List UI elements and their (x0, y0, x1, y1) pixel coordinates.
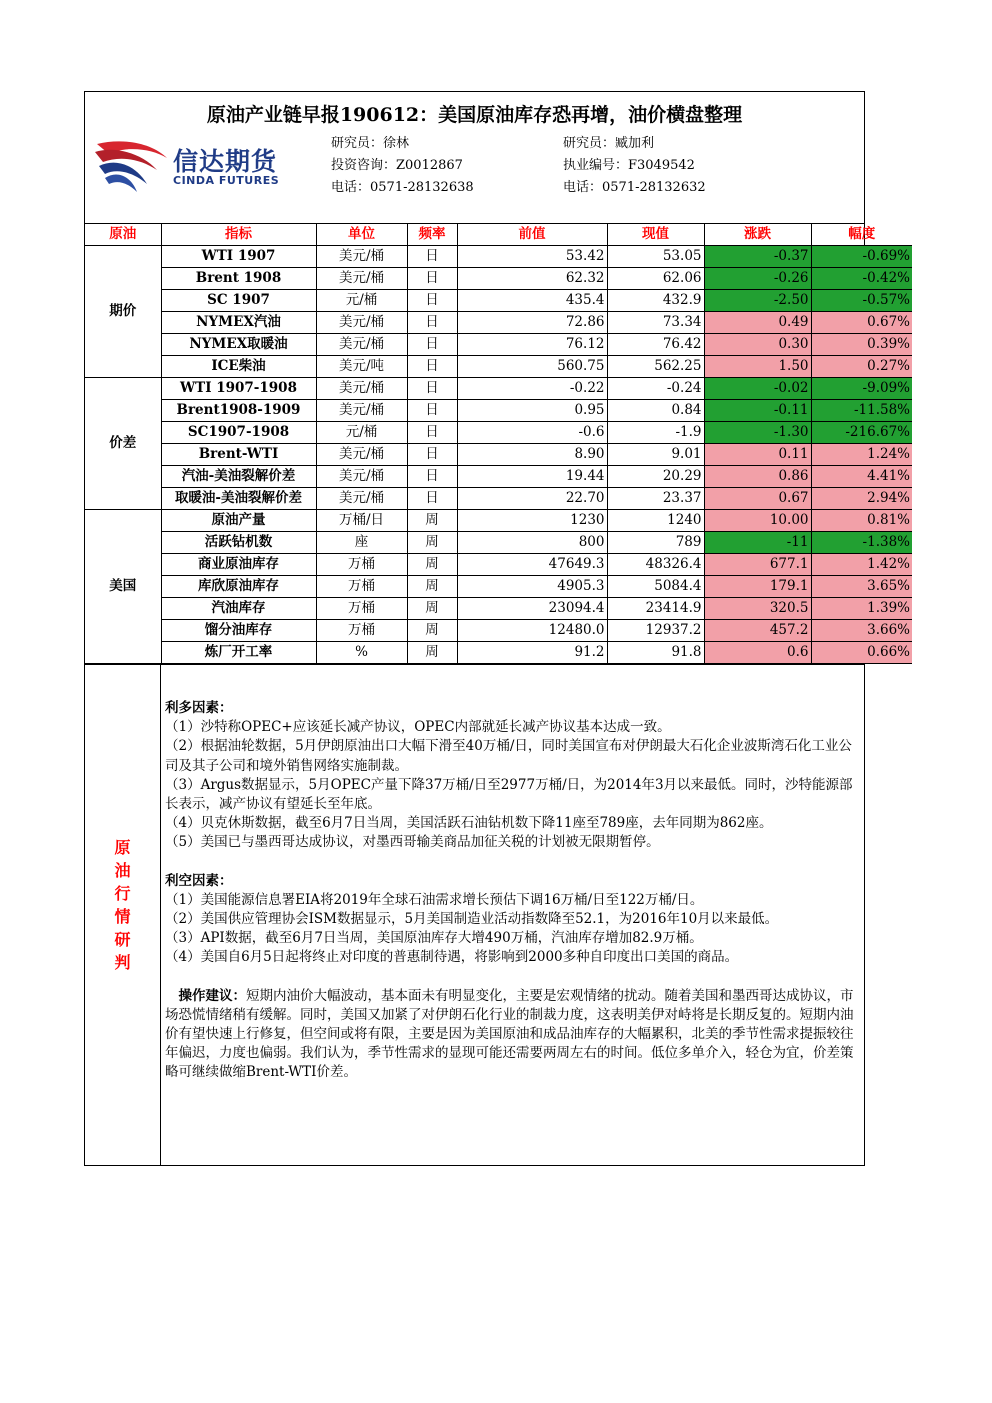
indicator-cell: 汽油-美油裂解价差 (161, 466, 316, 488)
current-value-cell: 9.01 (607, 444, 704, 466)
unit-cell: 美元/桶 (316, 378, 407, 400)
previous-value-cell: 435.4 (457, 290, 607, 312)
indicator-cell: Brent 1908 (161, 268, 316, 290)
group-label: 美国 (85, 510, 161, 664)
indicator-cell: SC 1907 (161, 290, 316, 312)
unit-cell: 美元/桶 (316, 488, 407, 510)
analyst-license: 投资咨询：Z0012867 (331, 158, 463, 173)
current-value-cell: 20.29 (607, 466, 704, 488)
percent-cell: 3.66% (811, 620, 912, 642)
previous-value-cell: 8.90 (457, 444, 607, 466)
current-value-cell: 23414.9 (607, 598, 704, 620)
change-cell: -1.30 (704, 422, 811, 444)
change-cell: -0.37 (704, 246, 811, 268)
bearish-item: （3）API数据，截至6月7日当周，美国原油库存大增490万桶，汽油库存增加82.9万桶。 (165, 930, 703, 947)
change-cell: -0.26 (704, 268, 811, 290)
col-header-previous: 前值 (457, 224, 607, 246)
unit-cell: 美元/桶 (316, 400, 407, 422)
advice-title: 操作建议： (178, 987, 246, 1004)
percent-cell: -216.67% (811, 422, 912, 444)
unit-cell: 座 (316, 532, 407, 554)
col-header-change: 涨跌 (704, 224, 811, 246)
unit-cell: 万桶 (316, 620, 407, 642)
col-header-crude: 原油 (85, 224, 161, 246)
indicator-cell: 炼厂开工率 (161, 642, 316, 664)
analyst-name: 研究员：徐林 (331, 136, 410, 151)
table-row (85, 444, 912, 466)
frequency-cell: 日 (407, 356, 457, 378)
percent-cell: -1.38% (811, 532, 912, 554)
indicator-cell: 馏分油库存 (161, 620, 316, 642)
percent-cell: 0.81% (811, 510, 912, 532)
previous-value-cell: 72.86 (457, 312, 607, 334)
current-value-cell: 91.8 (607, 642, 704, 664)
change-cell: -2.50 (704, 290, 811, 312)
frequency-cell: 周 (407, 598, 457, 620)
change-cell: -0.02 (704, 378, 811, 400)
bearish-item: （4）美国自6月5日起将终止对印度的普惠制待遇，将影响到2000多种自印度出口美国的商品。 (165, 949, 739, 966)
analyst-info-1 (331, 133, 474, 199)
percent-cell: 0.66% (811, 642, 912, 664)
previous-value-cell: 19.44 (457, 466, 607, 488)
previous-value-cell: 91.2 (457, 642, 607, 664)
bullish-item: （4）贝克休斯数据，截至6月7日当周，美国活跃石油钻机数下降11座至789座，去年同期为862座。 (165, 815, 773, 832)
table-row (85, 422, 912, 444)
previous-value-cell: 23094.4 (457, 598, 607, 620)
group-label: 期价 (85, 246, 161, 378)
change-cell: 0.86 (704, 466, 811, 488)
frequency-cell: 日 (407, 466, 457, 488)
current-value-cell: -0.24 (607, 378, 704, 400)
current-value-cell: 789 (607, 532, 704, 554)
col-header-indicator: 指标 (161, 224, 316, 246)
frequency-cell: 周 (407, 576, 457, 598)
percent-cell: -0.57% (811, 290, 912, 312)
frequency-cell: 日 (407, 378, 457, 400)
unit-cell: 元/桶 (316, 422, 407, 444)
change-cell: 677.1 (704, 554, 811, 576)
report-page (84, 91, 910, 1166)
change-cell: 0.6 (704, 642, 811, 664)
percent-cell: -0.69% (811, 246, 912, 268)
current-value-cell: 62.06 (607, 268, 704, 290)
table-row (85, 598, 912, 620)
frequency-cell: 周 (407, 532, 457, 554)
indicator-cell: 原油产量 (161, 510, 316, 532)
current-value-cell: 432.9 (607, 290, 704, 312)
col-header-percent: 幅度 (811, 224, 912, 246)
indicator-cell: NYMEX汽油 (161, 312, 316, 334)
col-header-current: 现值 (607, 224, 704, 246)
table-row (85, 466, 912, 488)
frequency-cell: 日 (407, 246, 457, 268)
change-cell: 320.5 (704, 598, 811, 620)
bearish-list (165, 891, 862, 968)
indicator-cell: 取暖油-美油裂解价差 (161, 488, 316, 510)
frequency-cell: 日 (407, 422, 457, 444)
indicator-cell: NYMEX取暖油 (161, 334, 316, 356)
table-row (85, 510, 912, 532)
table-row (85, 290, 912, 312)
bullish-item: （5）美国已与墨西哥达成协议，对墨西哥输美商品加征关税的计划被无限期暂停。 (165, 834, 660, 851)
previous-value-cell: 1230 (457, 510, 607, 532)
current-value-cell: 5084.4 (607, 576, 704, 598)
change-cell: 0.11 (704, 444, 811, 466)
current-value-cell: -1.9 (607, 422, 704, 444)
indicator-cell: SC1907-1908 (161, 422, 316, 444)
logo-text-cn: 信达期货 (173, 147, 278, 176)
change-cell: -0.11 (704, 400, 811, 422)
logo-swoosh-icon (91, 136, 171, 196)
unit-cell: 美元/桶 (316, 246, 407, 268)
previous-value-cell: -0.22 (457, 378, 607, 400)
percent-cell: 1.24% (811, 444, 912, 466)
change-cell: 179.1 (704, 576, 811, 598)
indicator-table (85, 224, 912, 664)
percent-cell: 2.94% (811, 488, 912, 510)
bearish-item: （1）美国能源信息署EIA将2019年全球石油需求增长预估下调16万桶/日至122万桶/日。 (165, 891, 704, 908)
table-row (85, 356, 912, 378)
col-header-unit: 单位 (316, 224, 407, 246)
table-row (85, 620, 912, 642)
frequency-cell: 日 (407, 312, 457, 334)
company-logo (91, 136, 281, 196)
table-row (85, 334, 912, 356)
analyst-license: 执业编号：F3049542 (563, 158, 695, 173)
percent-cell: -9.09% (811, 378, 912, 400)
change-cell: 0.67 (704, 488, 811, 510)
advice-text: 短期内油价大幅波动，基本面未有明显变化，主要是宏观情绪的扰动。随着美国和墨西哥达成协议，市场恐慌情绪稍有缓解。同时，美国又加紧了对伊朗石化行业的制裁力度，这表明美伊对峙将是长期反复的。短期内油价有望快速上行修复，但空间或将有限，主要是因为美国原油和成品油库存的大幅累积，北美的季节性需求提振较往年偏迟，力度也偏弱。我们认为，季节性需求的显现可能还需要两周左右的时间。低位多单介入，轻仓为宜，价差策略可继续做缩Brent-WTI价差。 (165, 987, 854, 1081)
table-row (85, 400, 912, 422)
unit-cell: 元/桶 (316, 290, 407, 312)
advice-paragraph (165, 987, 862, 1083)
indicator-cell: 库欣原油库存 (161, 576, 316, 598)
indicator-cell: Brent-WTI (161, 444, 316, 466)
previous-value-cell: 560.75 (457, 356, 607, 378)
previous-value-cell: 4905.3 (457, 576, 607, 598)
percent-cell: 4.41% (811, 466, 912, 488)
frequency-cell: 周 (407, 642, 457, 664)
frequency-cell: 周 (407, 620, 457, 642)
table-row (85, 576, 912, 598)
table-row (85, 554, 912, 576)
percent-cell: 0.67% (811, 312, 912, 334)
table-row (85, 246, 912, 268)
table-row (85, 378, 912, 400)
indicator-cell: WTI 1907 (161, 246, 316, 268)
unit-cell: 美元/吨 (316, 356, 407, 378)
current-value-cell: 48326.4 (607, 554, 704, 576)
unit-cell: 美元/桶 (316, 466, 407, 488)
previous-value-cell: 47649.3 (457, 554, 607, 576)
table-row (85, 488, 912, 510)
current-value-cell: 0.84 (607, 400, 704, 422)
unit-cell: 美元/桶 (316, 268, 407, 290)
previous-value-cell: 22.70 (457, 488, 607, 510)
unit-cell: 美元/桶 (316, 444, 407, 466)
bullish-item: （1）沙特称OPEC+应该延长减产协议，OPEC内部就延长减产协议基本达成一致。 (165, 719, 671, 736)
frequency-cell: 周 (407, 554, 457, 576)
col-header-frequency: 频率 (407, 224, 457, 246)
current-value-cell: 53.05 (607, 246, 704, 268)
analyst-phone: 电话：0571-28132632 (563, 180, 706, 195)
indicator-cell: WTI 1907-1908 (161, 378, 316, 400)
frequency-cell: 日 (407, 268, 457, 290)
change-cell: 1.50 (704, 356, 811, 378)
percent-cell: 0.39% (811, 334, 912, 356)
bullish-item: （3）Argus数据显示，5月OPEC产量下降37万桶/日至2977万桶/日，为2014年3月以来最低。同时，沙特能源部长表示，减产协议有望延长至年底。 (165, 776, 853, 813)
unit-cell: 美元/桶 (316, 312, 407, 334)
unit-cell: 万桶 (316, 554, 407, 576)
previous-value-cell: 53.42 (457, 246, 607, 268)
frequency-cell: 日 (407, 400, 457, 422)
indicator-cell: 商业原油库存 (161, 554, 316, 576)
analysis-side-label (85, 665, 161, 1165)
analyst-name: 研究员：臧加利 (563, 136, 655, 151)
frequency-cell: 周 (407, 510, 457, 532)
unit-cell: 万桶/日 (316, 510, 407, 532)
indicator-cell: 活跃钻机数 (161, 532, 316, 554)
indicator-cell: ICE柴油 (161, 356, 316, 378)
percent-cell: -11.58% (811, 400, 912, 422)
frequency-cell: 日 (407, 334, 457, 356)
table-row (85, 642, 912, 664)
bullish-title: 利多因素： (165, 700, 233, 716)
group-label: 价差 (85, 378, 161, 510)
current-value-cell: 23.37 (607, 488, 704, 510)
frequency-cell: 日 (407, 290, 457, 312)
table-header-row (85, 224, 912, 246)
current-value-cell: 73.34 (607, 312, 704, 334)
unit-cell: 万桶 (316, 576, 407, 598)
bearish-title: 利空因素： (165, 872, 233, 889)
current-value-cell: 12937.2 (607, 620, 704, 642)
analysis-side-text: 原油行情研判 (114, 838, 131, 972)
current-value-cell: 76.42 (607, 334, 704, 356)
logo-text-en: CINDA FUTURES (173, 174, 280, 187)
market-analysis (85, 664, 864, 1165)
bullish-list (165, 718, 862, 852)
current-value-cell: 562.25 (607, 356, 704, 378)
report-title: 原油产业链早报190612：美国原油库存恐再增，油价横盘整理 (206, 104, 743, 126)
analysis-body (161, 665, 864, 1165)
bullish-item: （2）根据油轮数据，5月伊朗原油出口大幅下滑至40万桶/日，同时美国宣布对伊朗最大石化企业波斯湾石化工业公司及其子公司和境外销售网络实施制裁。 (165, 738, 852, 774)
previous-value-cell: 12480.0 (457, 620, 607, 642)
percent-cell: 0.27% (811, 356, 912, 378)
unit-cell: 万桶 (316, 598, 407, 620)
change-cell: -11 (704, 532, 811, 554)
previous-value-cell: 0.95 (457, 400, 607, 422)
bearish-item: （2）美国供应管理协会ISM数据显示，5月美国制造业活动指数降至52.1，为2016年10月以来最低。 (165, 911, 779, 928)
previous-value-cell: 800 (457, 532, 607, 554)
change-cell: 10.00 (704, 510, 811, 532)
percent-cell: 1.39% (811, 598, 912, 620)
percent-cell: 1.42% (811, 554, 912, 576)
frequency-cell: 日 (407, 488, 457, 510)
unit-cell: % (316, 642, 407, 664)
table-row (85, 268, 912, 290)
current-value-cell: 1240 (607, 510, 704, 532)
frequency-cell: 日 (407, 444, 457, 466)
analyst-phone: 电话：0571-28132638 (331, 180, 474, 195)
previous-value-cell: -0.6 (457, 422, 607, 444)
indicator-cell: Brent1908-1909 (161, 400, 316, 422)
indicator-cell: 汽油库存 (161, 598, 316, 620)
change-cell: 457.2 (704, 620, 811, 642)
previous-value-cell: 62.32 (457, 268, 607, 290)
table-row (85, 532, 912, 554)
report-header (85, 92, 864, 224)
change-cell: 0.49 (704, 312, 811, 334)
table-row (85, 312, 912, 334)
change-cell: 0.30 (704, 334, 811, 356)
percent-cell: -0.42% (811, 268, 912, 290)
analyst-info-2 (563, 133, 706, 199)
percent-cell: 3.65% (811, 576, 912, 598)
unit-cell: 美元/桶 (316, 334, 407, 356)
previous-value-cell: 76.12 (457, 334, 607, 356)
